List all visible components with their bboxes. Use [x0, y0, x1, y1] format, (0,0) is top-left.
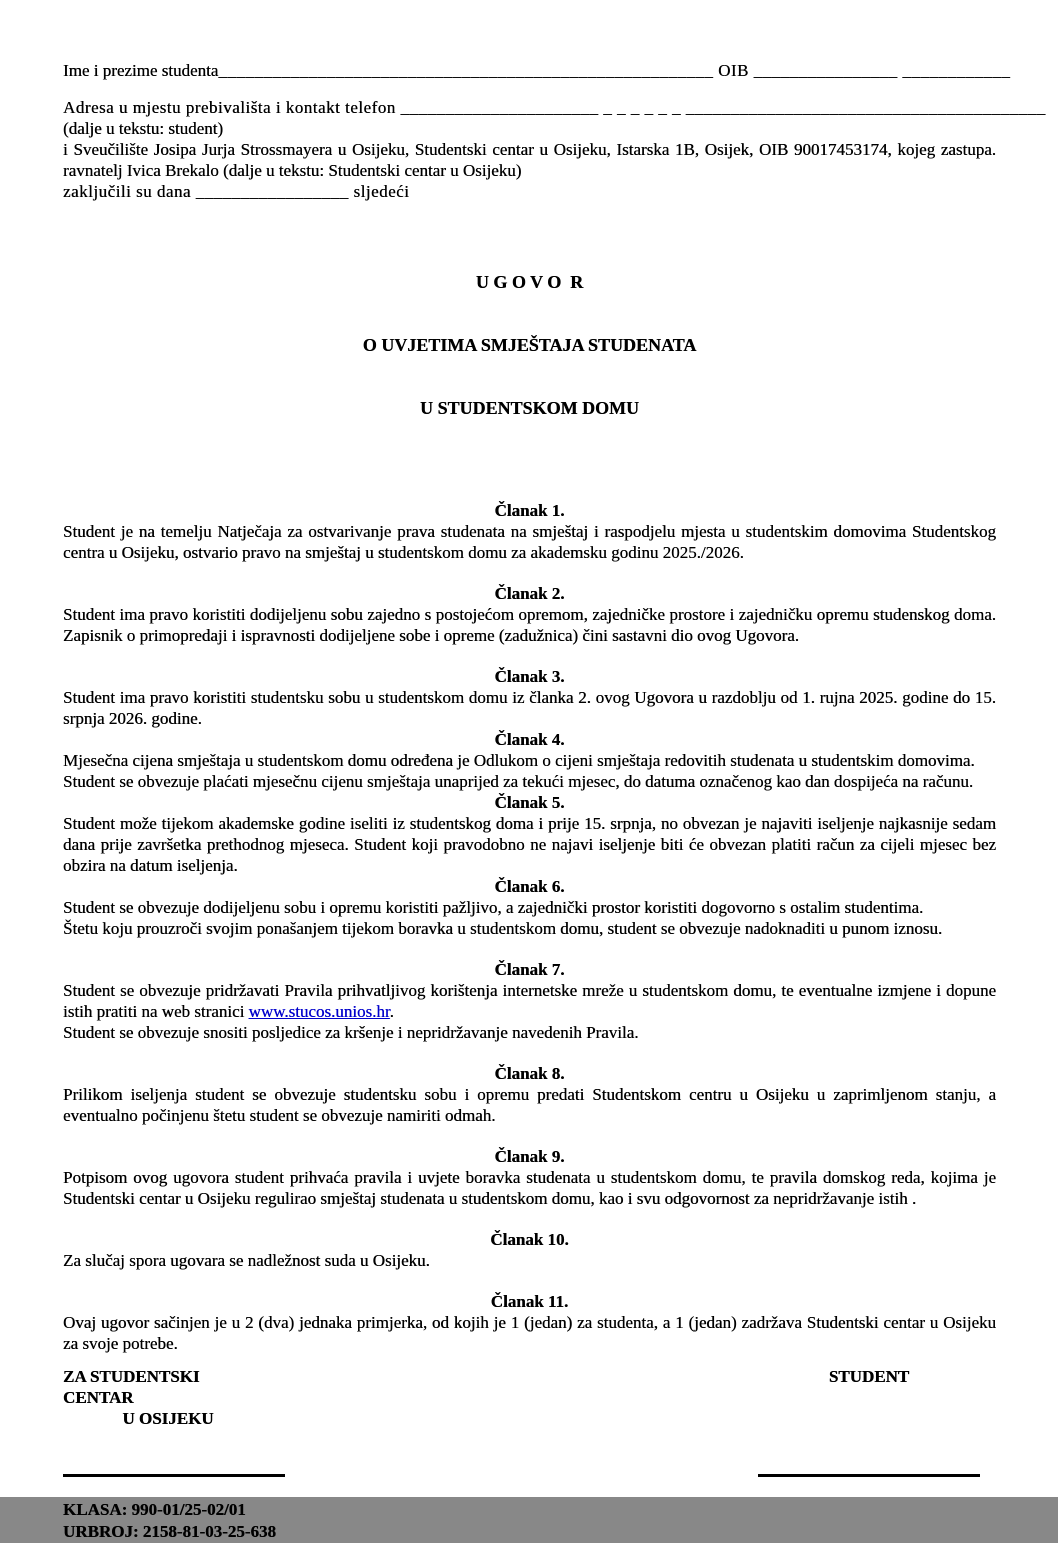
articles-section [63, 500, 996, 1354]
article-paragraph: Student ima pravo koristiti studentsku sobu u studentskom domu iz članka 2. ovog Ugovora u razdoblju od 1. rujna 2025. godine do 15. srpnja 2026. godine. [63, 688, 996, 728]
article-paragraph: Student ima pravo koristiti dodijeljenu sobu zajedno s postojećom opremom, zajedničke prostore i zajedničku opremu studenskog doma. Zapisnik o primopredaji i ispravnosti dodijeljene sobe i opreme (zadužnica) čini sastavni dio ovog Ugovora. [63, 605, 996, 645]
signature-label-center-line2: U OSIJEKU [122, 1409, 214, 1428]
article-10-heading: Članak 10. [490, 1230, 569, 1249]
registry-numbers [63, 1499, 996, 1543]
article-paragraph [63, 980, 996, 1022]
article-paragraph: Štetu koju prouzroči svojim ponašanjem tijekom boravka u studentskom domu, student se obvezuje nadoknaditi u punom iznosu. [63, 919, 943, 938]
signature-label-center-line1: ZA STUDENTSKI CENTAR [63, 1367, 200, 1407]
oib-label: OIB [713, 61, 754, 80]
article-paragraph: Student se obvezuje plaćati mjesečnu cijenu smještaja unaprijed za tekući mjesec, do datuma označenog kao dan dospijeća na računu. [63, 772, 974, 791]
student-name-oib-line [63, 60, 1011, 81]
article-3-heading: Članak 3. [494, 667, 565, 686]
title-line-1: U G O V O R [475, 272, 584, 292]
klasa-number: KLASA: 990-01/25-02/01 [63, 1500, 246, 1519]
article-paragraph: Student može tijekom akademske godine iseliti iz studentskog doma i prije 15. srpnja, no obvezan je najaviti iseljenje najkasnije sedam dana prije završetka prethodnog mjeseca. Student koji pravodobno ne najavi iseljenje biti će obvezan platiti račun za cijeli mjesec bez obzira na datum iseljenja. [63, 814, 996, 875]
article-6 [63, 876, 996, 939]
article-4-heading: Članak 4. [494, 730, 565, 749]
article-1-heading: Članak 1. [494, 501, 565, 520]
signature-label-student: STUDENT [828, 1367, 910, 1386]
article-9-heading: Članak 9. [494, 1147, 565, 1166]
date-label: zaključili su dana [63, 182, 196, 201]
article-2 [63, 583, 996, 646]
signature-line-center [63, 1474, 285, 1477]
article-5 [63, 792, 996, 876]
article-paragraph: Prilikom iseljenja student se obvezuje studentsku sobu i opremu predati Studentskom centru u Osijeku u zaprimljenom stanju, a eventualno počinjenu štetu student se obvezuje namiriti odmah. [63, 1085, 996, 1125]
paragraph-text: . [389, 1002, 394, 1021]
signature-label-center [63, 1366, 273, 1429]
student-name-label: Ime i prezime studenta [63, 61, 219, 80]
article-paragraph: Student se obvezuje snositi posljedice za kršenje i nepridržavanje navedenih Pravila. [63, 1023, 639, 1042]
student-note: (dalje u tekstu: student) [63, 119, 224, 138]
urbroj-number: URBROJ: 2158-81-03-25-638 [63, 1522, 276, 1541]
student-name-blank: _______________________________________________________ [218, 61, 714, 80]
article-3 [63, 666, 996, 729]
article-8-heading: Članak 8. [494, 1064, 565, 1083]
article-1 [63, 500, 996, 563]
title-line-3: U STUDENTSKOM DOMU [419, 398, 639, 418]
date-suffix: sljedeći [348, 182, 410, 201]
link-stucos-website[interactable]: www.stucos.unios.hr [248, 1002, 390, 1021]
article-paragraph: Mjesečna cijena smještaja u studentskom domu određena je Odlukom o cijeni smještaja redovitih studenata u studentskim domovima. [63, 751, 975, 770]
article-6-heading: Članak 6. [494, 877, 565, 896]
address-blank: ______________________ _ _ _ _ _ _ ________________________________________ [400, 98, 1046, 117]
article-8 [63, 1063, 996, 1126]
signature-labels-row [63, 1366, 996, 1429]
article-4 [63, 729, 996, 792]
university-party-line: i Sveučilište Josipa Jurja Strossmayera u Osijeku, Studentski centar u Osijeku, Istarska 1B, Osijek, OIB 90017453174, kojeg zastupa. ravnatelj Ivica Brekalo (dalje u tekstu: Studentski centar u Osijeku) [63, 140, 996, 180]
address-line [63, 97, 1046, 118]
article-11 [63, 1291, 996, 1354]
article-paragraph: Za slučaj spora ugovara se nadležnost suda u Osijeku. [63, 1251, 430, 1270]
article-10 [63, 1229, 996, 1271]
article-9 [63, 1146, 996, 1209]
signature-lines-row [63, 1474, 996, 1477]
article-paragraph: Ovaj ugovor sačinjen je u 2 (dva) jednaka primjerka, od kojih je 1 (jedan) za studenta, a 1 (jedan) zadržava Studentski centar u Osijeku za svoje potrebe. [63, 1313, 996, 1353]
oib-blank: ________________ ____________ [753, 61, 1011, 80]
paragraph-text: Student se obvezuje pridržavati Pravila prihvatljivog korištenja internetske mreže u studentskom domu, te eventualne izmjene i dopune istih pratiti na web stranici [63, 981, 996, 1021]
article-paragraph: Potpisom ovog ugovora student prihvaća pravila i uvjete boravka studenata u studentskom domu, te pravila domskog reda, kojima je Studentski centar u Osijeku regulirao smještaj studenata u studentskom domu, kao i svu odgovornost za nepridržavanje istih . [63, 1168, 996, 1208]
article-7-heading: Članak 7. [494, 960, 565, 979]
article-paragraph: Student se obvezuje dodijeljenu sobu i opremu koristiti pažljivo, a zajednički prostor koristiti dogovorno s ostalim studentima. [63, 898, 924, 917]
article-11-heading: Članak 11. [490, 1292, 569, 1311]
document-title [63, 230, 996, 461]
signature-line-student [758, 1474, 980, 1477]
title-line-2: O UVJETIMA SMJEŠTAJA STUDENATA [362, 335, 697, 355]
conclusion-date-line [63, 181, 996, 202]
article-2-heading: Članak 2. [494, 584, 565, 603]
article-paragraph: Student je na temelju Natječaja za ostvarivanje prava studenata na smještaj i raspodjelu mjesta u studentskim domovima Studentskog centra u Osijeku, ostvario pravo na smještaj u studentskom domu za akademsku godinu 2025./2026. [63, 522, 996, 562]
article-7 [63, 959, 996, 1043]
date-blank: _________________ [195, 182, 349, 201]
article-5-heading: Članak 5. [494, 793, 565, 812]
address-label: Adresa u mjestu prebivališta i kontakt telefon [63, 98, 401, 117]
